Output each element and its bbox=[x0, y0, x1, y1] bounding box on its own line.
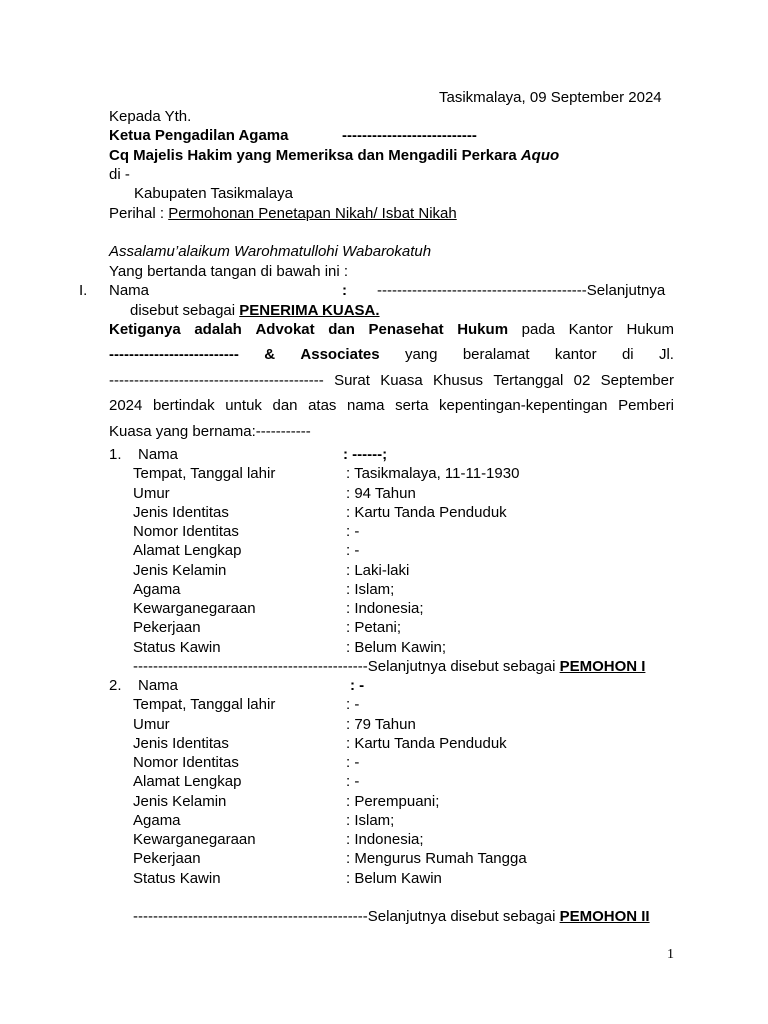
attorney-name-dashes: ------------------------------------------Selanjutnya bbox=[377, 282, 666, 299]
petitioner-2-name-value: : - bbox=[350, 677, 365, 694]
subject-label: Perihal : bbox=[109, 205, 169, 222]
petitioner-2-footer bbox=[133, 907, 650, 926]
petitioner-1-field-label: Alamat Lengkap bbox=[133, 542, 242, 559]
petitioner-1-name-value: : ------; bbox=[343, 446, 388, 463]
petitioner-2-field-value: : Belum Kawin bbox=[346, 870, 442, 887]
petitioner-1-field-label: Jenis Kelamin bbox=[133, 562, 227, 579]
petitioner-1-field-label: Tempat, Tanggal lahir bbox=[133, 465, 276, 482]
petitioner-2-footer-dashes: -----------------------------------------------Selanjutnya disebut sebagai bbox=[133, 908, 560, 925]
greeting: Assalamu’alaikum Warohmatullohi Wabarokatuh bbox=[109, 243, 432, 260]
petitioner-1-footer bbox=[133, 657, 645, 676]
word: untuk bbox=[225, 397, 262, 414]
word: nama bbox=[347, 397, 385, 414]
location: Kabupaten Tasikmalaya bbox=[134, 185, 293, 202]
attorney-paragraph-line-2 bbox=[109, 345, 674, 364]
petitioner-2-field-label: Pekerjaan bbox=[133, 850, 201, 867]
petitioner-1-field-label: Umur bbox=[133, 485, 170, 502]
word: Surat bbox=[334, 372, 370, 389]
petitioner-1-field-value: : Indonesia; bbox=[346, 600, 424, 617]
petitioner-2-field-value: : Perempuani; bbox=[346, 793, 440, 810]
word: Hukum bbox=[626, 321, 674, 338]
section-roman-numeral: I. bbox=[79, 282, 88, 299]
petitioner-2-field-label: Tempat, Tanggal lahir bbox=[133, 696, 276, 713]
cq-line bbox=[109, 146, 559, 165]
petitioner-1-field-value: : Kartu Tanda Penduduk bbox=[346, 504, 507, 521]
attorney-colon: : bbox=[342, 282, 347, 299]
petitioner-1-field-label: Kewarganegaraan bbox=[133, 600, 256, 617]
attorney-paragraph-line-5: Kuasa yang bernama:----------- bbox=[109, 423, 311, 440]
petitioner-2-field-label: Agama bbox=[133, 812, 181, 829]
referred-line bbox=[130, 301, 380, 320]
word: kantor bbox=[554, 346, 597, 363]
word: Tertanggal bbox=[493, 372, 564, 389]
word: Kantor bbox=[568, 321, 613, 338]
petitioner-1-field-value: : Petani; bbox=[346, 619, 402, 636]
addressee: Ketua Pengadilan Agama bbox=[109, 127, 289, 144]
to-line: Kepada Yth. bbox=[109, 108, 192, 125]
word: Khusus bbox=[433, 372, 484, 389]
petitioner-1-field-label: Agama bbox=[133, 581, 181, 598]
word: Penasehat bbox=[368, 321, 444, 338]
petitioner-1-name-label: Nama bbox=[138, 446, 179, 463]
place-date: Tasikmalaya, 09 September 2024 bbox=[439, 89, 662, 106]
petitioner-2-field-label: Kewarganegaraan bbox=[133, 831, 256, 848]
petitioner-1-role: PEMOHON I bbox=[559, 658, 646, 675]
petitioner-1-field-value: : - bbox=[346, 542, 360, 559]
petitioner-2-field-label: Nomor Identitas bbox=[133, 754, 239, 771]
word: -------------------------- bbox=[109, 346, 239, 363]
attorney-paragraph-line-4 bbox=[109, 396, 674, 415]
word: dan bbox=[272, 397, 298, 414]
word: Advokat bbox=[255, 321, 315, 338]
word: September bbox=[600, 372, 674, 389]
petitioner-2-field-value: : Islam; bbox=[346, 812, 395, 829]
petitioner-1-field-label: Jenis Identitas bbox=[133, 504, 229, 521]
petitioner-1-field-label: Nomor Identitas bbox=[133, 523, 239, 540]
word: Kuasa bbox=[380, 372, 423, 389]
petitioner-2-field-value: : 79 Tahun bbox=[346, 716, 416, 733]
petitioner-1-field-value: : Laki-laki bbox=[346, 562, 410, 579]
word: Pemberi bbox=[618, 397, 674, 414]
petitioner-2-field-label: Alamat Lengkap bbox=[133, 773, 242, 790]
word: beralamat bbox=[462, 346, 530, 363]
word: bertindak bbox=[152, 397, 215, 414]
petitioner-2-field-value: : - bbox=[346, 754, 360, 771]
cq-aquo: Aquo bbox=[520, 147, 560, 164]
petitioner-2-number: 2. bbox=[109, 677, 122, 694]
petitioner-2-field-value: : Mengurus Rumah Tangga bbox=[346, 850, 527, 867]
word: pada bbox=[521, 321, 556, 338]
petitioner-1-field-value: : 94 Tahun bbox=[346, 485, 416, 502]
petitioner-2-name-label: Nama bbox=[138, 677, 179, 694]
word: dan bbox=[328, 321, 355, 338]
petitioner-1-field-value: : - bbox=[346, 523, 360, 540]
petitioner-2-field-label: Umur bbox=[133, 716, 170, 733]
petitioner-1-field-value: : Tasikmalaya, 11-11-1930 bbox=[346, 465, 520, 482]
petitioner-2-field-value: : - bbox=[346, 696, 360, 713]
undersigned: Yang bertanda tangan di bawah ini : bbox=[109, 263, 349, 280]
page-number: 1 bbox=[667, 947, 674, 962]
word: 02 bbox=[573, 372, 591, 389]
attorney-paragraph-line-1 bbox=[109, 320, 674, 339]
cq-line-text: Cq Majelis Hakim yang Memeriksa dan Mengadili Perkara bbox=[109, 147, 517, 164]
petitioner-2-field-label: Jenis Identitas bbox=[133, 735, 229, 752]
word: yang bbox=[404, 346, 438, 363]
petitioner-1-field-value: : Belum Kawin; bbox=[346, 639, 447, 656]
word: kepentingan-kepentingan bbox=[439, 397, 608, 414]
attorney-paragraph-line-3 bbox=[109, 371, 674, 390]
petitioner-2-field-label: Jenis Kelamin bbox=[133, 793, 227, 810]
petitioner-1-number: 1. bbox=[109, 446, 122, 463]
addressee-dashes: --------------------------- bbox=[342, 127, 477, 144]
petitioner-2-field-value: : Indonesia; bbox=[346, 831, 424, 848]
di-line: di - bbox=[109, 166, 130, 183]
petitioner-1-field-label: Pekerjaan bbox=[133, 619, 201, 636]
petitioner-2-field-value: : - bbox=[346, 773, 360, 790]
word: & bbox=[264, 346, 276, 363]
referred-role: PENERIMA KUASA. bbox=[239, 302, 380, 319]
word: atas bbox=[308, 397, 337, 414]
petitioner-2-field-label: Status Kawin bbox=[133, 870, 221, 887]
word: Ketiganya bbox=[109, 321, 181, 338]
word: 2024 bbox=[109, 397, 143, 414]
word: Hukum bbox=[457, 321, 509, 338]
word: di bbox=[621, 346, 634, 363]
word: ------------------------------------------- bbox=[109, 372, 324, 389]
petitioner-2-role: PEMOHON II bbox=[559, 908, 650, 925]
word: serta bbox=[395, 397, 429, 414]
word: Jl. bbox=[658, 346, 674, 363]
petitioner-2-field-value: : Kartu Tanda Penduduk bbox=[346, 735, 507, 752]
attorney-name-label: Nama bbox=[109, 282, 150, 299]
word: Associates bbox=[300, 346, 380, 363]
word: adalah bbox=[194, 321, 242, 338]
referred-prefix: disebut sebagai bbox=[130, 302, 240, 319]
petitioner-1-field-label: Status Kawin bbox=[133, 639, 221, 656]
subject-value: Permohonan Penetapan Nikah/ Isbat Nikah bbox=[168, 205, 457, 222]
subject-line bbox=[109, 204, 457, 223]
petitioner-1-field-value: : Islam; bbox=[346, 581, 395, 598]
petitioner-1-footer-dashes: -----------------------------------------------Selanjutnya disebut sebagai bbox=[133, 658, 560, 675]
